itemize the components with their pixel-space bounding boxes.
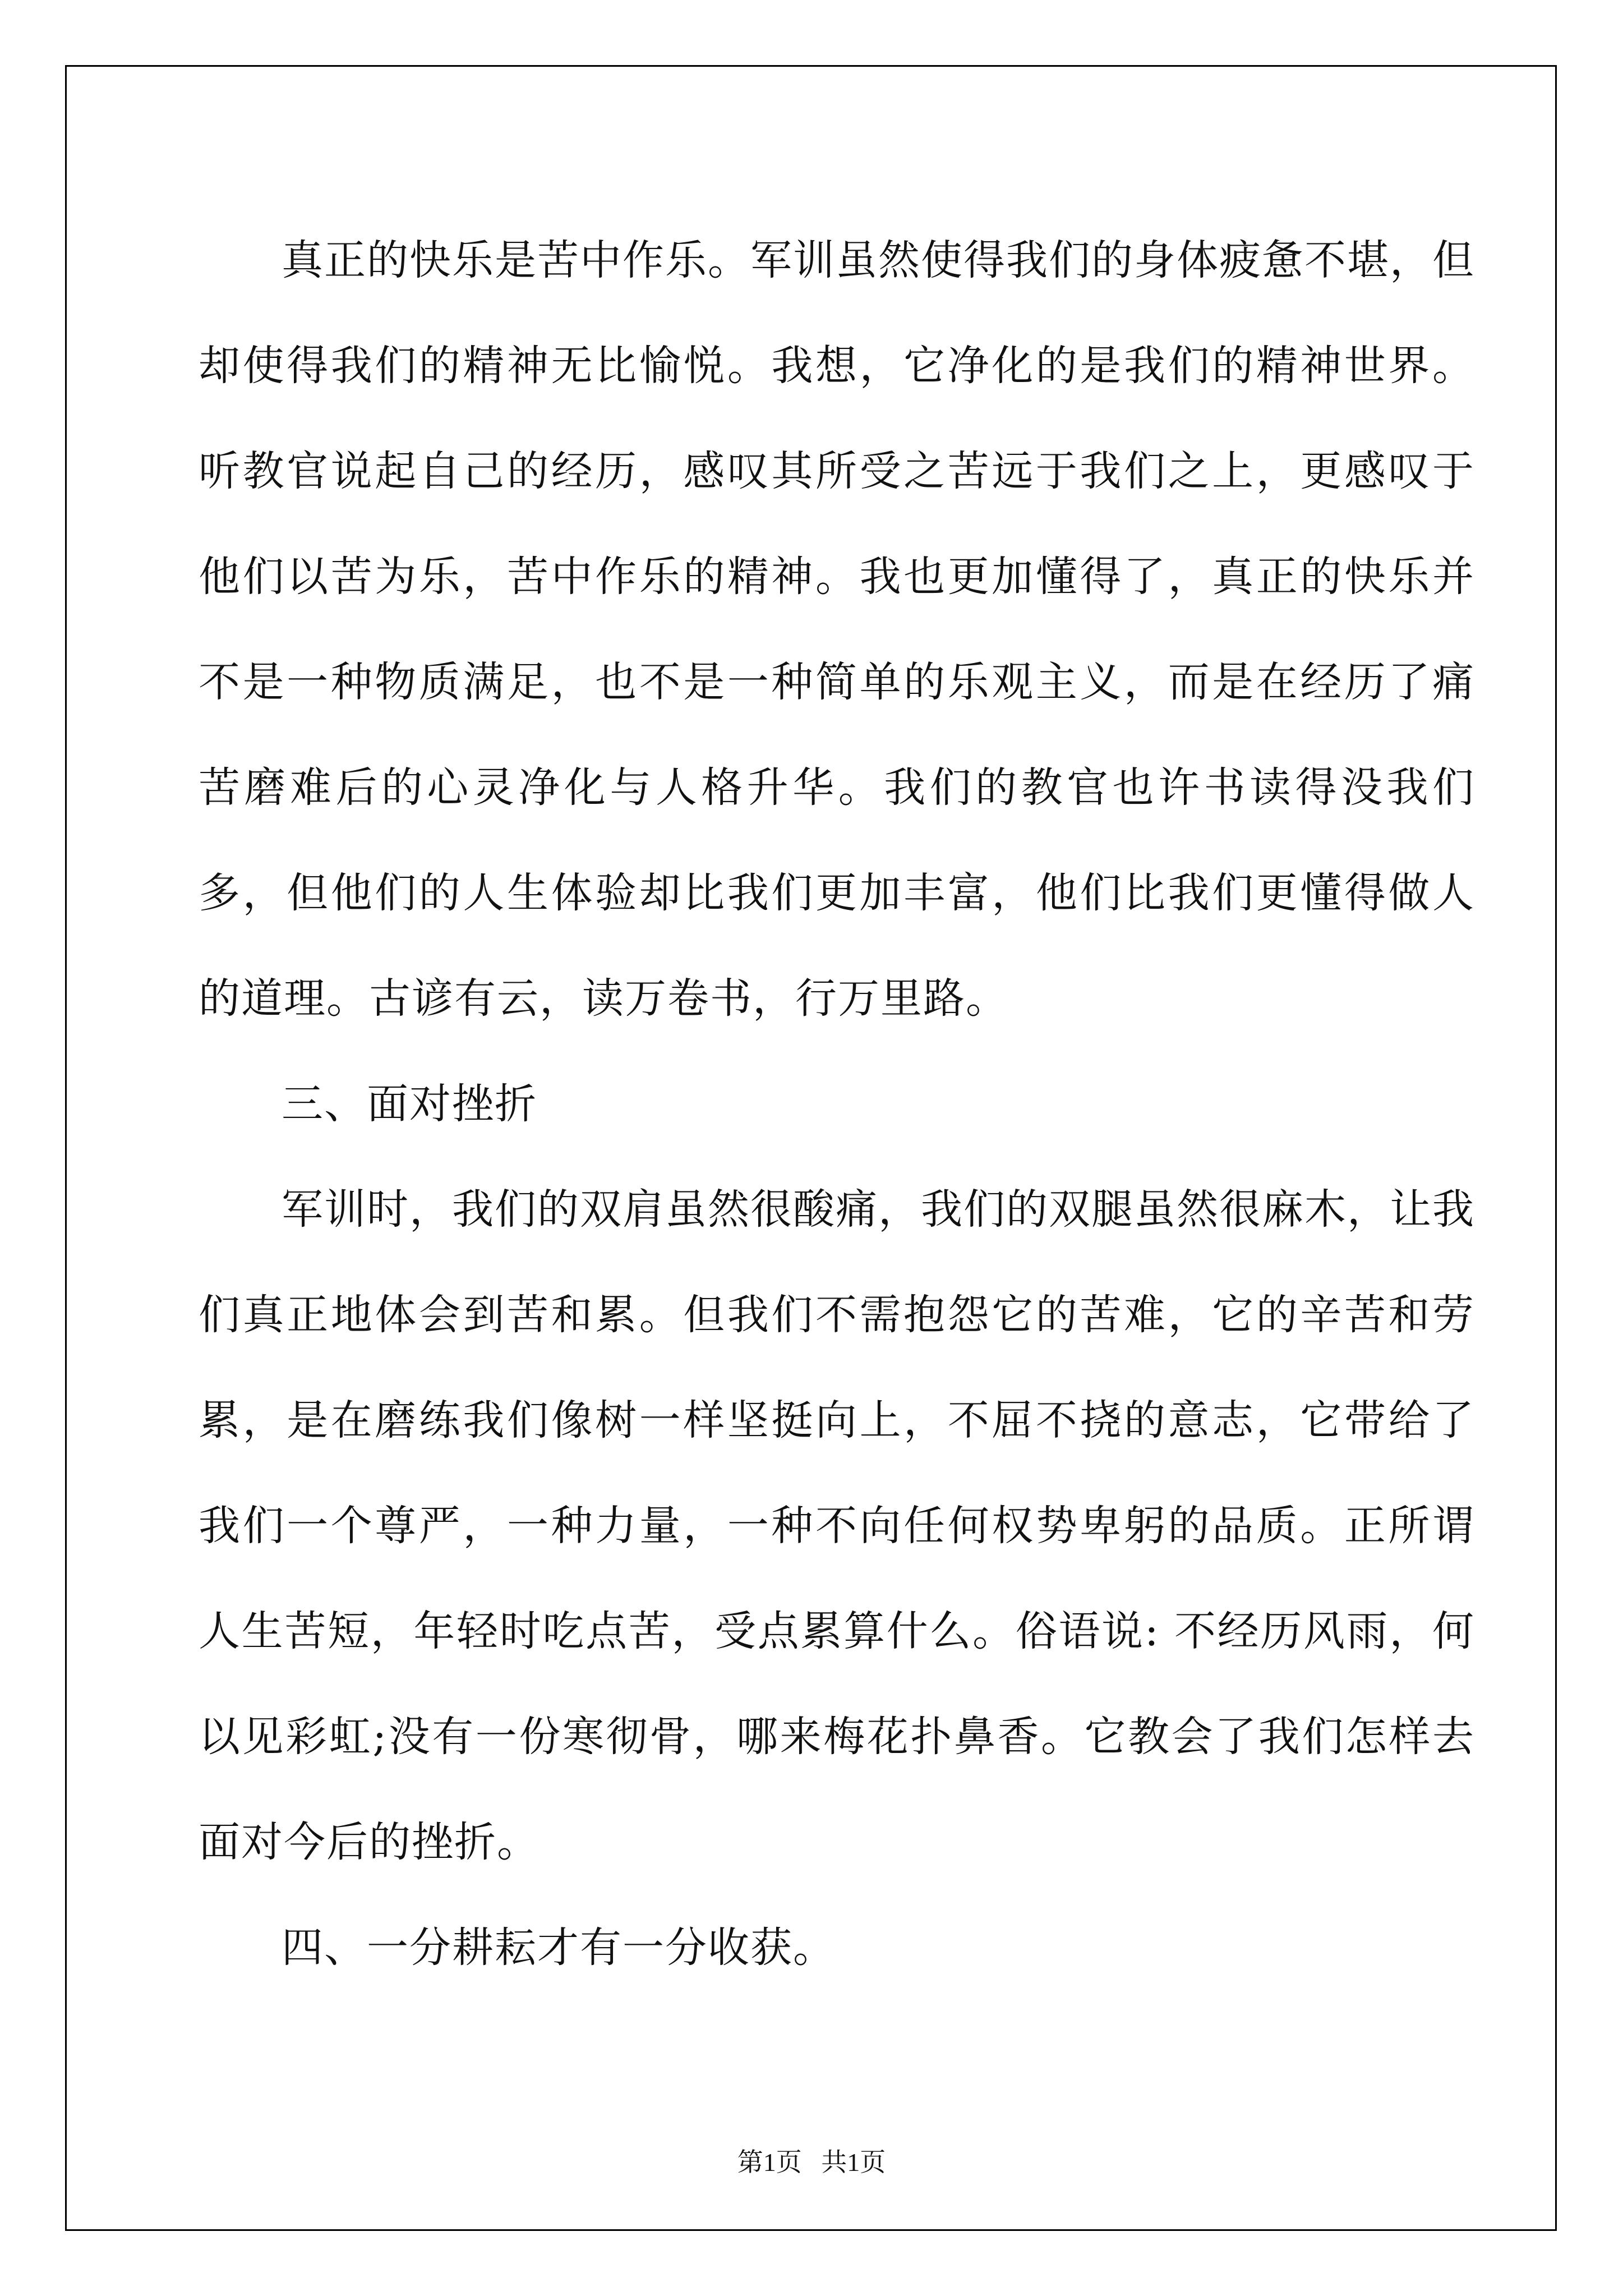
section-heading-harvest: 四、一分耕耘才有一分收获。	[282, 1924, 836, 1972]
paragraph-military-training: 军训时，我们的双肩虽然很酸痛，我们的双腿虽然很麻木，让我们真正地体会到苦和累。但我们不需抱怨它的苦难，它的辛苦和劳累，是在磨练我们像树一样坚挺向上，不屈不挠的意志，它带给了我们一个尊严，一种力量，一种不向任何权势卑躬的品质。正所谓人生苦短，年轻时吃点苦，受点累算什么。俗语说: 不经历风雨，何以见彩虹;没有一份寒彻骨，哪来梅花扑鼻香。它教会了我们怎样去面对今后的挫折。	[199, 1185, 1475, 1866]
section-heading-facing-setbacks: 三、面对挫折	[282, 1080, 537, 1128]
document-body	[199, 208, 1475, 2000]
page-number-footer: 第1页 共1页	[737, 2148, 886, 2177]
paragraph-true-happiness: 真正的快乐是苦中作乐。军训虽然使得我们的身体疲惫不堪，但却使得我们的精神无比愉悦。我想，它净化的是我们的精神世界。听教官说起自己的经历，感叹其所受之苦远于我们之上，更感叹于他们以苦为乐，苦中作乐的精神。我也更加懂得了，真正的快乐并不是一种物质满足，也不是一种简单的乐观主义，而是在经历了痛苦磨难后的心灵净化与人格升华。我们的教官也许书读得没我们多，但他们的人生体验却比我们更加丰富，他们比我们更懂得做人的道理。古谚有云，读万卷书，行万里路。	[199, 236, 1475, 1023]
